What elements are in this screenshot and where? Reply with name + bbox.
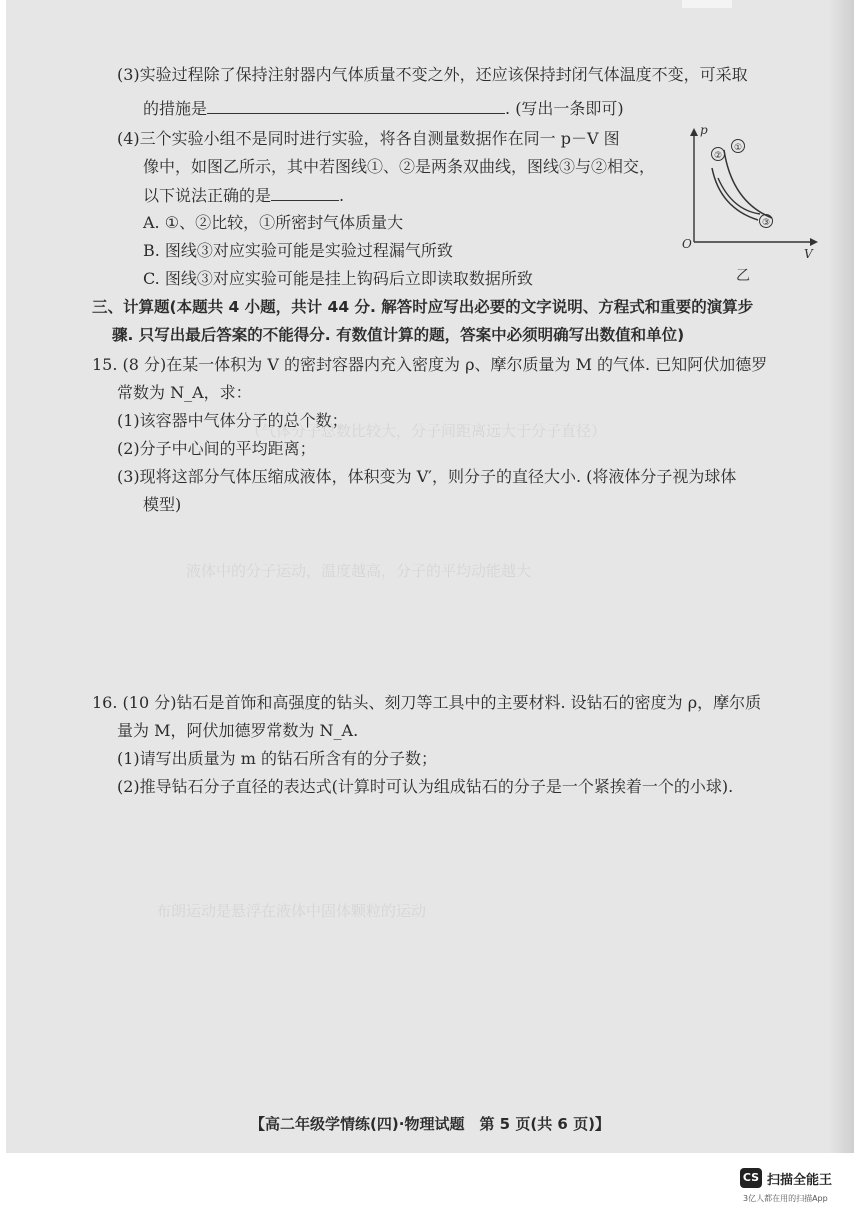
q16-line1: 16. (10 分)钻石是首饰和高强度的钻头、刻刀等工具中的主要材料. 设钻石的密度为 ρ，摩尔质 <box>92 693 762 712</box>
x-axis-label: V <box>804 247 813 261</box>
page-footer: 【高二年级学情练(四)·物理试题 第 5 页(共 6 页)】 <box>250 1115 610 1133</box>
curve-1-label: ① <box>734 143 743 153</box>
q14-part3-prefix: 的措施是 <box>143 99 208 118</box>
q14-part3-line2 <box>143 97 624 120</box>
q15-part1: (1)该容器中气体分子的总个数； <box>117 411 348 430</box>
q14-part4-line1: (4)三个实验小组不是同时进行实验，将各自测量数据作在同一 p－V 图 <box>117 129 620 148</box>
option-b: B. 图线③对应实验可能是实验过程漏气所致 <box>143 241 453 260</box>
answer-blank[interactable] <box>207 97 505 114</box>
answer-blank[interactable] <box>271 184 339 201</box>
q15-line1: 15. (8 分)在某一体积为 V 的密封容器内充入密度为 ρ、摩尔质量为 M 的气体. 已知阿伏加德罗 <box>92 355 768 374</box>
scanned-page <box>6 0 854 1153</box>
section3-line2: 骤. 只写出最后答案的不能得分. 有数值计算的题，答案中必须明确写出数值和单位) <box>112 326 685 344</box>
section3-line1: 三、计算题(本题共 4 小题，共计 44 分. 解答时应写出必要的文字说明、方程式和重要的演算步 <box>92 298 754 316</box>
q14-part4-line2: 像中，如图乙所示，其中若图线①、②是两条双曲线，图线③与②相交， <box>143 157 656 176</box>
option-c: C. 图线③对应实验可能是挂上钩码后立即读取数据所致 <box>143 269 533 288</box>
q16-line2: 量为 M，阿伏加德罗常数为 N_A. <box>117 721 359 740</box>
bleed-through: （气体分子总数比较大，分子间距离远大于分子直径） <box>246 422 607 440</box>
scan-artifact <box>682 0 732 8</box>
pv-graph <box>680 120 820 290</box>
q15-part3-line2: 模型) <box>143 495 182 514</box>
scanner-name: 扫描全能王 <box>767 1173 833 1188</box>
q14-part4-line3 <box>143 184 344 207</box>
figure-caption: 乙 <box>736 268 750 284</box>
q16-part2: (2)推导钻石分子直径的表达式(计算时可认为组成钻石的分子是一个紧挨着一个的小球). <box>117 777 734 796</box>
q14-part4-prefix: 以下说法正确的是 <box>143 186 272 205</box>
bleed-through: 布朗运动是悬浮在液体中固体颗粒的运动 <box>156 902 427 920</box>
y-axis-arrow <box>690 128 698 136</box>
scanner-watermark <box>740 1168 850 1208</box>
q14-part3-line1: (3)实验过程除了保持注射器内气体质量不变之外，还应该保持封闭气体温度不变，可采取 <box>117 65 748 84</box>
q14-part4-suffix: . <box>339 186 345 205</box>
q15-part3-line1: (3)现将这部分气体压缩成液体，体积变为 V′，则分子的直径大小. (将液体分子视为球体 <box>117 467 737 486</box>
q15-part2: (2)分子中心间的平均距离； <box>117 439 316 458</box>
q16-part1: (1)请写出质量为 m 的钻石所含有的分子数； <box>117 749 438 768</box>
curve-3-label: ③ <box>762 218 771 228</box>
bleed-through: 液体中的分子运动，温度越高，分子的平均动能越大 <box>186 562 532 580</box>
page-shadow <box>828 0 854 1153</box>
option-a: A. ①、②比较，①所密封气体质量大 <box>143 213 404 232</box>
q15-line2: 常数为 N_A，求： <box>117 383 252 402</box>
pv-graph-svg <box>680 120 820 290</box>
x-axis-arrow <box>810 238 818 246</box>
scanner-tagline: 3亿人都在用的扫描App <box>743 1194 828 1203</box>
q14-part3-suffix: . (写出一条即可) <box>505 99 624 118</box>
cs-logo-icon: CS <box>740 1168 762 1188</box>
curve-1 <box>724 150 772 218</box>
y-axis-label: p <box>700 123 708 137</box>
origin-label: O <box>682 237 692 251</box>
curve-2-label: ② <box>714 151 723 161</box>
